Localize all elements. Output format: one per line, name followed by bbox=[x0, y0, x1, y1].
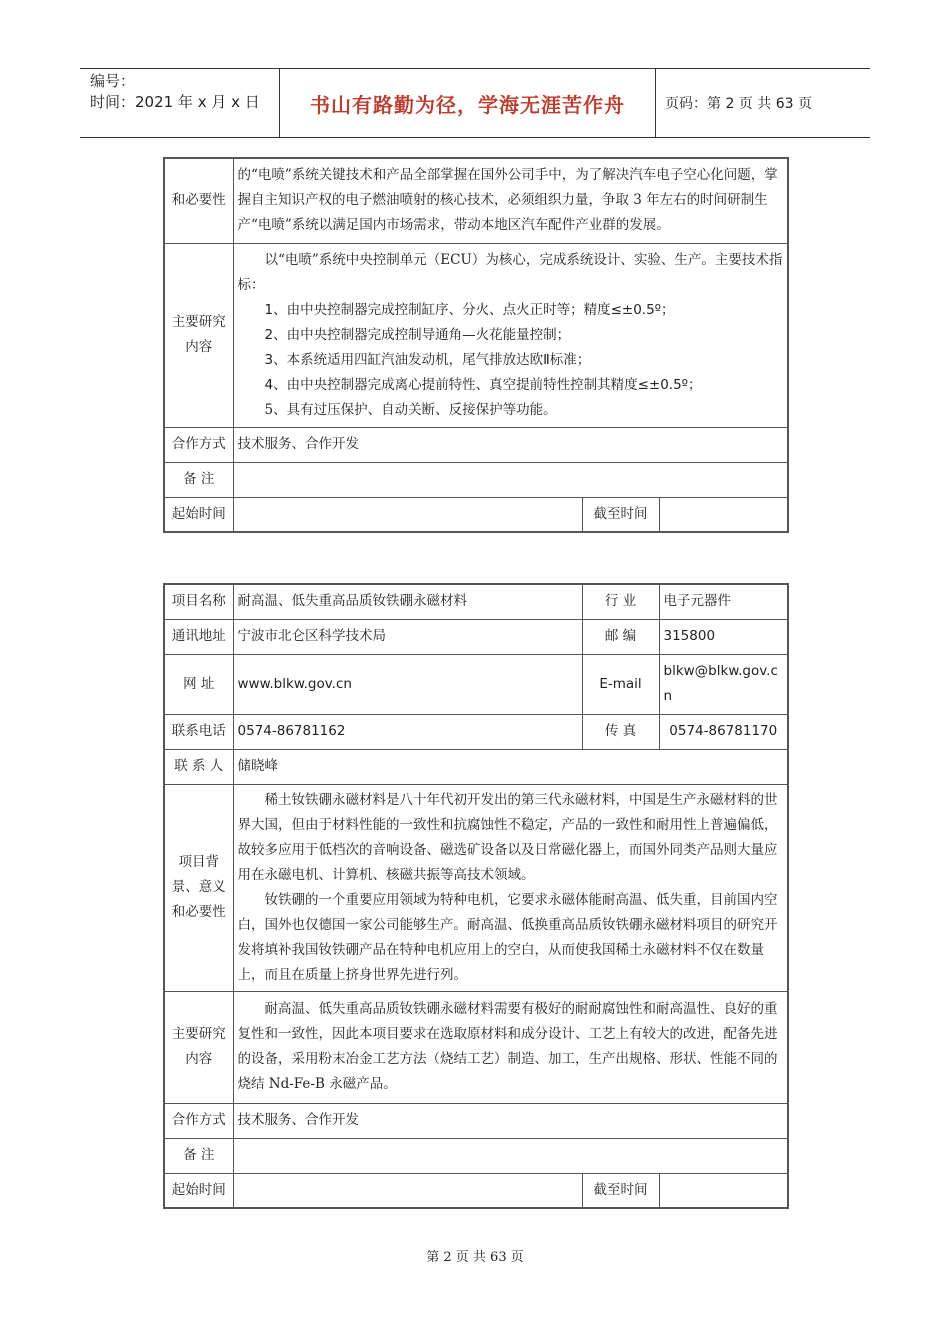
project1-remark-row bbox=[164, 462, 788, 497]
project2-phone-label: 联系电话 bbox=[164, 714, 233, 749]
project1-necessity-text: 的“电喷”系统关键技术和产品全部掌握在国外公司手中，为了解决汽车电子空心化问题，掌握自主知识产权的电子燃油喷射的核心技术，必须组织力量，争取 3 年左右的时间研制生产“电喷”系统以满足国内市场需求，带动本地区汽车配件产业群的发展。 bbox=[233, 158, 788, 243]
project1-start-label: 起始时间 bbox=[164, 497, 233, 532]
project2-coop-row bbox=[164, 1103, 788, 1138]
project2-email-value: blkw@blkw.gov.cn bbox=[659, 654, 788, 714]
project2-end-value bbox=[659, 1173, 788, 1208]
project1-coop-label: 合作方式 bbox=[164, 427, 233, 462]
project2-start-label: 起始时间 bbox=[164, 1173, 233, 1208]
project2-name-row bbox=[164, 584, 788, 619]
project2-industry-value: 电子元器件 bbox=[659, 584, 788, 619]
project1-start-value bbox=[233, 497, 582, 532]
project1-time-row bbox=[164, 497, 788, 532]
project1-content-label: 主要研究 内容 bbox=[164, 243, 233, 427]
project2-name-label: 项目名称 bbox=[164, 584, 233, 619]
project2-address-label: 通讯地址 bbox=[164, 619, 233, 654]
project2-background-para: 钕铁硼的一个重要应用领域为特种电机，它要求永磁体能耐高温、低失重，目前国内空白，国外也仅德国一家公司能够生产。耐高温、低换重高品质钕铁硼永磁材料项目的研究开发将填补我国钕铁硼产品在特种电机应用上的空白，从而使我国稀土永磁材料不仅在数量上，而且在质量上挤身世界先进行列。 bbox=[237, 891, 778, 983]
project2-postcode-value: 315800 bbox=[659, 619, 788, 654]
project2-coop-value: 技术服务、合作开发 bbox=[233, 1103, 788, 1138]
project2-remark-value bbox=[233, 1138, 788, 1173]
project1-content-item: 5、具有过压保护、自动关断、反接保护等功能。 bbox=[264, 401, 557, 418]
project2-fax-value: 0574-86781170 bbox=[659, 714, 788, 749]
project1-content-item: 3、本系统适用四缸汽油发动机，尾气排放达欧Ⅱ标准； bbox=[264, 351, 591, 368]
project1-remark-value bbox=[233, 462, 788, 497]
header-meta bbox=[80, 69, 280, 137]
project1-content-item: 2、由中央控制器完成控制导通角—火花能量控制； bbox=[264, 326, 571, 343]
project2-website-row bbox=[164, 654, 788, 714]
project2-contact-row bbox=[164, 749, 788, 784]
project1-content-row bbox=[164, 243, 788, 427]
project2-phone-row bbox=[164, 714, 788, 749]
project2-postcode-label: 邮 编 bbox=[582, 619, 659, 654]
project1-table bbox=[163, 157, 789, 533]
project1-necessity-label: 和必要性 bbox=[164, 158, 233, 243]
project1-end-value bbox=[659, 497, 788, 532]
doc-code-label: 编号： bbox=[90, 72, 136, 90]
project2-name-value: 耐高温、低失重高品质钕铁硼永磁材料 bbox=[233, 584, 582, 619]
project2-content-text: 耐高温、低失重高品质钕铁硼永磁材料需要有极好的耐耐腐蚀性和耐高温性、良好的重复性和一致性，因此本项目要求在选取原材料和成分设计、工艺上有较大的改进，配备先进的设备，采用粉末冶金工艺方法（烧结工艺）制造、加工，生产出规格、形状、性能不同的烧结 Nd-Fe-B 永磁产品。 bbox=[233, 991, 788, 1103]
project1-remark-label: 备 注 bbox=[164, 462, 233, 497]
project1-content-intro: 以“电喷”系统中央控制单元（ECU）为核心，完成系统设计、实验、生产。主要技术指标： bbox=[237, 251, 783, 293]
project1-coop-row bbox=[164, 427, 788, 462]
project2-fax-label: 传 真 bbox=[582, 714, 659, 749]
doc-date-label: 时间：2021 年 x 月 x 日 bbox=[90, 93, 260, 111]
project2-remark-label: 备 注 bbox=[164, 1138, 233, 1173]
project2-background-row bbox=[164, 784, 788, 991]
project2-start-value bbox=[233, 1173, 582, 1208]
project2-contact-label: 联 系 人 bbox=[164, 749, 233, 784]
project2-table bbox=[163, 583, 789, 1209]
project2-background-label: 项目背 景、意义 和必要性 bbox=[164, 784, 233, 991]
header-page-info: 页码：第 2 页 共 63 页 bbox=[665, 96, 812, 112]
project1-content-text bbox=[233, 243, 788, 427]
project2-industry-label: 行 业 bbox=[582, 584, 659, 619]
header-motto: 书山有路勤为径，学海无涯苦作舟 bbox=[280, 69, 656, 137]
project2-address-row bbox=[164, 619, 788, 654]
project2-background-para: 稀土钕铁硼永磁材料是八十年代初开发出的第三代永磁材料，中国是生产永磁材料的世界大国，但由于材料性能的一致性和抗腐蚀性不稳定，产品的一致性和耐用性上普遍偏低，故较多应用于低档次的音响设备、磁选矿设备以及日常磁化器上，而国外同类产品则大量应用在永磁电机、计算机、核磁共振等高技术领域。 bbox=[237, 791, 778, 883]
project2-email-label: E-mail bbox=[582, 654, 659, 714]
project2-time-row bbox=[164, 1173, 788, 1208]
project2-coop-label: 合作方式 bbox=[164, 1103, 233, 1138]
page-footer: 第 2 页 共 63 页 bbox=[426, 1250, 524, 1265]
project1-coop-value: 技术服务、合作开发 bbox=[233, 427, 788, 462]
project2-content-row bbox=[164, 991, 788, 1103]
project2-end-label: 截至时间 bbox=[582, 1173, 659, 1208]
project1-content-item: 1、由中央控制器完成控制缸序、分火、点火正时等；精度≤±0.5º； bbox=[264, 301, 675, 318]
page-header bbox=[80, 68, 870, 138]
project1-necessity-row bbox=[164, 158, 788, 243]
project2-remark-row bbox=[164, 1138, 788, 1173]
project2-contact-value: 储晓峰 bbox=[233, 749, 788, 784]
project2-website-label: 网 址 bbox=[164, 654, 233, 714]
project2-content-label: 主要研究 内容 bbox=[164, 991, 233, 1103]
project2-website-value: www.blkw.gov.cn bbox=[233, 654, 582, 714]
project2-address-value: 宁波市北仑区科学技术局 bbox=[233, 619, 582, 654]
project2-phone-value: 0574-86781162 bbox=[233, 714, 582, 749]
project1-end-label: 截至时间 bbox=[582, 497, 659, 532]
project2-background-text bbox=[233, 784, 788, 991]
project1-content-item: 4、由中央控制器完成离心提前特性、真空提前特性控制其精度≤±0.5º； bbox=[264, 376, 702, 393]
